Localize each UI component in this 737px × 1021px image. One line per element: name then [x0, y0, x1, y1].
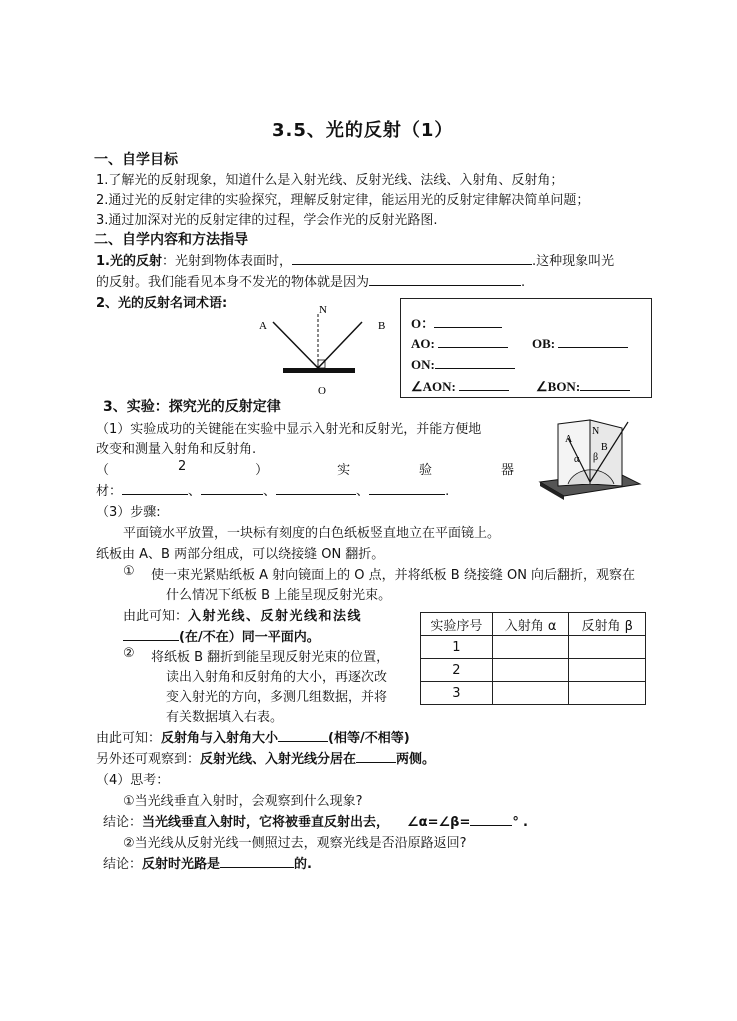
answer-blank[interactable]: [122, 482, 188, 495]
table-cell[interactable]: [569, 659, 646, 682]
paragraph: 纸板由 A、B 两部分组成，可以绕接缝 ON 翻折。: [96, 547, 385, 562]
term-ao: AO:: [411, 335, 508, 352]
answer-blank[interactable]: [123, 628, 179, 641]
conclusion-line: 结论：反射时光路是 的.: [103, 857, 312, 872]
known-line: 由此可知：入射光线、反射光线和法线: [123, 609, 363, 624]
equipment-line: （ 2 ） 实 验 器: [96, 459, 514, 478]
table-cell[interactable]: [492, 682, 569, 705]
table-cell[interactable]: [569, 682, 646, 705]
data-table: [420, 612, 646, 705]
answer-blank[interactable]: [435, 356, 515, 369]
term-aon: ∠AON:: [411, 378, 509, 395]
goal-item: 1.了解光的反射现象，知道什么是入射光线、反射光线、法线、入射角、反射角；: [96, 173, 564, 188]
known-line2: (在/不在）同一平面内。: [123, 626, 320, 645]
text: .这种现象叫光: [532, 254, 615, 269]
section-heading: 一、自学目标: [94, 152, 178, 168]
table-cell: 3: [421, 682, 493, 705]
page-title: 3.5、光的反射（1）: [272, 120, 454, 141]
label-N: N: [319, 304, 327, 316]
answer-blank[interactable]: [558, 335, 628, 348]
apparatus-diagram: [528, 412, 646, 504]
conclusion-line: 结论：当光线垂直入射时，它将被垂直反射出去， ∠α=∠β= ° .: [103, 815, 528, 830]
term-on: ON:: [411, 356, 515, 373]
answer-blank[interactable]: [292, 252, 532, 265]
paragraph: （1）实验成功的关键能在实验中显示入射光和反射光，并能方便地: [96, 422, 482, 437]
label-A: A: [565, 434, 573, 445]
question: ②当光线从反射光线一侧照过去，观察光线是否沿原路返回?: [123, 836, 467, 851]
text: 的反射。我们能看见本身不发光的物体就是因为: [96, 275, 370, 290]
table-cell[interactable]: [492, 659, 569, 682]
paragraph: （4）思考：: [96, 773, 170, 788]
section-heading: 二、自学内容和方法指导: [94, 232, 248, 248]
answer-blank[interactable]: [434, 315, 502, 328]
table-header: 反射角 β: [569, 613, 646, 636]
text: .: [521, 275, 526, 290]
answer-blank[interactable]: [470, 813, 512, 826]
answer-blank[interactable]: [369, 273, 521, 286]
answer-blank[interactable]: [201, 482, 263, 495]
answer-blank[interactable]: [278, 729, 328, 742]
step-text: 使一束光紧贴纸板 A 射向镜面上的 O 点，并将纸板 B 绕接缝 ON 向后翻折，观察在: [151, 568, 636, 583]
subsection-heading: 2、光的反射名词术语:: [96, 296, 228, 311]
answer-blank[interactable]: [369, 482, 445, 495]
table-row: [421, 659, 646, 682]
label-B: B: [378, 320, 386, 332]
question: ①当光线垂直入射时，会观察到什么现象?: [123, 794, 363, 809]
term-label: 1.光的反射: [96, 254, 162, 269]
term-bon: ∠BON:: [536, 378, 630, 395]
label-A: A: [259, 320, 267, 332]
table-row: [421, 682, 646, 705]
answer-blank[interactable]: [459, 378, 509, 391]
label-beta: β: [593, 452, 599, 463]
answer-blank[interactable]: [276, 482, 356, 495]
term-o: O：: [411, 313, 502, 332]
subsection-heading: 3、实验：探究光的反射定律: [103, 399, 281, 415]
answer-blank[interactable]: [220, 855, 294, 868]
table-cell: 2: [421, 659, 493, 682]
table-cell: 1: [421, 636, 493, 659]
step-text: 读出入射角和反射角的大小，再逐次改: [166, 670, 388, 685]
goal-item: 3.通过加深对光的反射定律的过程，学会作光的反射光路图.: [96, 213, 438, 228]
step-text: 有关数据填入右表。: [166, 710, 284, 725]
step-number: ①: [123, 564, 135, 579]
table-header: 入射角 α: [492, 613, 569, 636]
step-text: 将纸板 B 翻折到能呈现反射光束的位置，: [151, 650, 390, 665]
reflection-definition-line2: [96, 271, 525, 290]
table-cell[interactable]: [569, 636, 646, 659]
incident-ray: [273, 322, 318, 368]
answer-blank[interactable]: [356, 750, 396, 763]
also-line: 另外还可观察到：反射光线、入射光线分居在 两侧。: [96, 752, 436, 767]
step-text: 什么情况下纸板 B 上能呈现反射光束。: [166, 588, 392, 603]
reflection-diagram: [250, 300, 386, 400]
table-row: [421, 636, 646, 659]
table-cell[interactable]: [492, 636, 569, 659]
table-header: 实验序号: [421, 613, 493, 636]
label-alpha: α: [574, 454, 580, 465]
label-N: N: [592, 426, 600, 437]
paragraph: （3）步骤:: [96, 505, 161, 520]
paragraph: 平面镜水平放置，一块标有刻度的白色纸板竖直地立在平面镜上。: [123, 526, 501, 541]
equipment-blanks: 材： 、 、 、 .: [96, 484, 450, 499]
known-line: 由此可知：反射角与入射角大小 (相等/不相等): [96, 731, 410, 746]
answer-blank[interactable]: [580, 378, 630, 391]
label-O: O: [318, 385, 326, 397]
text: ：光射到物体表面时，: [161, 254, 292, 269]
step-text: 变入射光的方向，多测几组数据，并将: [166, 690, 388, 705]
mirror: [283, 368, 355, 373]
table-header-row: [421, 613, 646, 636]
paragraph: 改变和测量入射角和反射角.: [96, 442, 257, 457]
label-B: B: [601, 442, 608, 453]
answer-blank[interactable]: [438, 335, 508, 348]
term-ob: OB:: [532, 335, 628, 352]
reflection-definition-line: [96, 250, 614, 269]
goal-item: 2.通过光的反射定律的实验探究，理解反射定律，能运用光的反射定律解决简单问题；: [96, 193, 590, 208]
step-number: ②: [123, 646, 135, 661]
